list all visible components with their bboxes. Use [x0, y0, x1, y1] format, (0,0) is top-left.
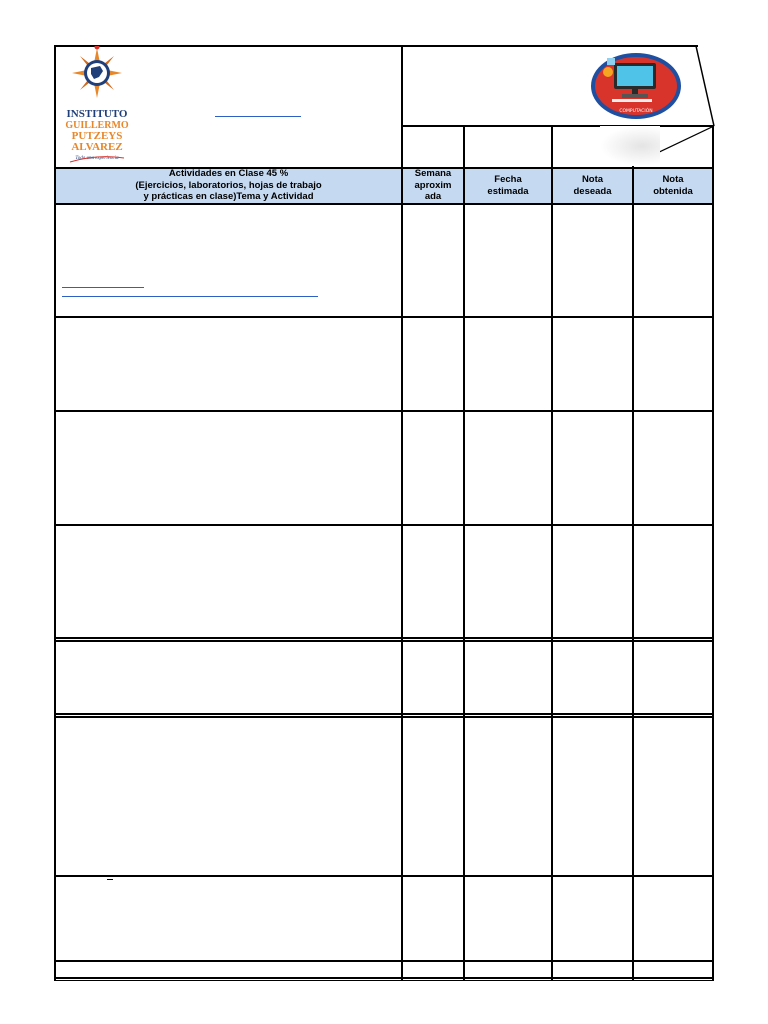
- header-date: [465, 168, 551, 203]
- table-header-bottom: [55, 203, 714, 205]
- logo-tagline: Toda una experiencia: [75, 156, 119, 161]
- link-underline-2: [62, 296, 318, 297]
- row-line-7: [55, 960, 714, 962]
- row-line-5a: [55, 713, 714, 715]
- header-activities-line2: (Ejercicios, laboratorios, hojas de trabajo: [135, 179, 322, 191]
- col-divider-2: [463, 125, 465, 981]
- top-border: [55, 45, 698, 47]
- bottom-border-a: [55, 977, 714, 979]
- row-line-6: [55, 875, 714, 877]
- row-line-1: [55, 316, 714, 318]
- row-line-3: [55, 524, 714, 526]
- dash-mark: [107, 879, 113, 880]
- logo-text-1: INSTITUTO: [66, 108, 128, 120]
- header-week-line1: Semana: [414, 168, 452, 180]
- link-underline-1: [62, 287, 144, 288]
- header-activities: [56, 168, 401, 203]
- header-obtained-line1: Nota: [662, 174, 684, 185]
- header-obtained-line2: obtenida: [653, 185, 693, 197]
- row-line-4b: [55, 640, 714, 642]
- row-line-4a: [55, 637, 714, 639]
- computacion-badge: [588, 52, 682, 120]
- header-week-line3: ada: [424, 191, 442, 203]
- header-week: [403, 168, 463, 203]
- link-underline-header: [215, 116, 301, 117]
- right-border: [712, 125, 714, 981]
- header-desired-grade: [553, 168, 632, 203]
- header-obtained-grade: [634, 168, 712, 203]
- fold-shadow: [600, 126, 660, 166]
- header-week-line2: aproxim: [414, 179, 452, 191]
- logo-text-3: PUTZEYS: [71, 130, 123, 142]
- row-line-2: [55, 410, 714, 412]
- header-desired-line2: deseada: [573, 185, 612, 197]
- header-activities-line1: Actividades en Clase 45 %: [168, 168, 289, 180]
- row-line-5b: [55, 716, 714, 718]
- header-date-line1: Fecha: [494, 174, 522, 185]
- col-divider-3: [551, 125, 553, 981]
- col-divider-4: [632, 125, 634, 981]
- logo-text-4: ALVAREZ: [71, 141, 123, 153]
- header-desired-line1: Nota: [581, 174, 604, 185]
- bottom-border-b: [55, 980, 714, 981]
- logo-text-2: GUILLERMO: [65, 120, 129, 131]
- header-activities-line3: y prácticas en clase)Tema y Actividad: [143, 191, 314, 203]
- institute-logo: [62, 46, 132, 164]
- header-date-line2: estimada: [487, 185, 529, 197]
- badge-label: COMPUTACIÓN: [619, 109, 653, 114]
